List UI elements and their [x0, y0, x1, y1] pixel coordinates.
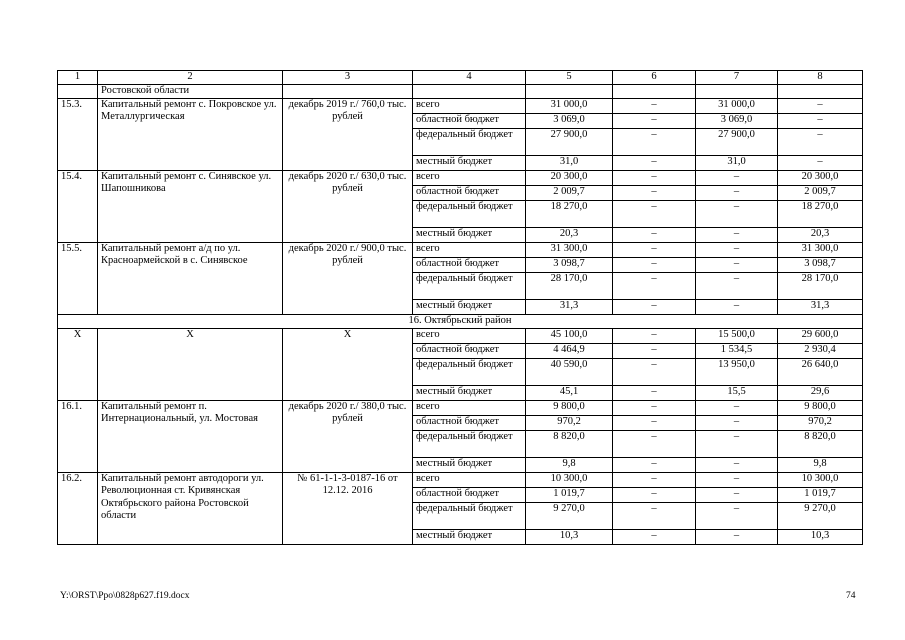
table-row: [58, 400, 863, 415]
column-number: 3: [283, 71, 413, 85]
amount-cell: –: [696, 200, 778, 227]
amount-cell: 45,1: [526, 385, 613, 400]
funding-source-label: федеральный бюджет: [413, 128, 526, 155]
amount-cell: 27 900,0: [696, 128, 778, 155]
item-number: 16.1.: [58, 400, 98, 472]
column-number: 1: [58, 71, 98, 85]
amount-cell: –: [696, 299, 778, 314]
amount-cell: 9 270,0: [778, 502, 863, 529]
amount-cell: 27 900,0: [526, 128, 613, 155]
funding-source-label: всего: [413, 400, 526, 415]
amount-cell: 20 300,0: [526, 170, 613, 185]
amount-cell: –: [613, 200, 696, 227]
table-row: [58, 170, 863, 185]
deadline-cost: декабрь 2019 г./ 760,0 тыс. рублей: [283, 98, 413, 170]
funding-source-label: федеральный бюджет: [413, 358, 526, 385]
item-number: 15.5.: [58, 242, 98, 314]
item-number: Х: [58, 328, 98, 400]
page-number: 74: [846, 591, 856, 601]
deadline-cost: Х: [283, 328, 413, 400]
amount-cell: –: [696, 415, 778, 430]
amount-cell: 3 069,0: [696, 113, 778, 128]
amount-cell: –: [613, 272, 696, 299]
amount-cell: 2 009,7: [778, 185, 863, 200]
amount-cell: –: [778, 98, 863, 113]
funding-source-label: всего: [413, 472, 526, 487]
amount-cell: 970,2: [526, 415, 613, 430]
column-number: 4: [413, 71, 526, 85]
amount-cell: 20 300,0: [778, 170, 863, 185]
amount-cell: –: [613, 457, 696, 472]
amount-cell: 31,3: [526, 299, 613, 314]
funding-source-label: местный бюджет: [413, 385, 526, 400]
amount-cell: –: [696, 272, 778, 299]
funding-source-label: местный бюджет: [413, 155, 526, 170]
amount-cell: 29,6: [778, 385, 863, 400]
amount-cell: –: [696, 472, 778, 487]
amount-cell: –: [696, 242, 778, 257]
deadline-cost: декабрь 2020 г./ 900,0 тыс. рублей: [283, 242, 413, 314]
object-name: Капитальный ремонт с. Синявское ул. Шапошникова: [98, 170, 283, 242]
amount-cell: –: [613, 328, 696, 343]
amount-cell: 10,3: [526, 529, 613, 544]
amount-cell: –: [613, 430, 696, 457]
amount-cell: 28 170,0: [778, 272, 863, 299]
funding-source-label: местный бюджет: [413, 299, 526, 314]
amount-cell: 9 800,0: [526, 400, 613, 415]
amount-cell: –: [613, 257, 696, 272]
amount-cell: 1 019,7: [778, 487, 863, 502]
amount-cell: 8 820,0: [778, 430, 863, 457]
amount-cell: –: [696, 185, 778, 200]
amount-cell: 9,8: [778, 457, 863, 472]
funding-source-label: местный бюджет: [413, 457, 526, 472]
funding-source-label: местный бюджет: [413, 529, 526, 544]
amount-cell: 4 464,9: [526, 343, 613, 358]
funding-source-label: федеральный бюджет: [413, 272, 526, 299]
funding-source-label: всего: [413, 170, 526, 185]
amount-cell: –: [613, 502, 696, 529]
funding-source-label: всего: [413, 328, 526, 343]
object-name: Капитальный ремонт а/д по ул. Красноармейской в с. Синявское: [98, 242, 283, 314]
amount-cell: 15 500,0: [696, 328, 778, 343]
funding-source-label: местный бюджет: [413, 227, 526, 242]
funding-source-label: областной бюджет: [413, 343, 526, 358]
funding-source-label: федеральный бюджет: [413, 502, 526, 529]
amount-cell: 2 009,7: [526, 185, 613, 200]
amount-cell: 31 000,0: [696, 98, 778, 113]
funding-source-label: федеральный бюджет: [413, 430, 526, 457]
column-number: 2: [98, 71, 283, 85]
amount-cell: –: [613, 343, 696, 358]
file-path: Y:\ORST\Ppo\0828p627.f19.docx: [60, 591, 190, 601]
funding-source-label: областной бюджет: [413, 487, 526, 502]
amount-cell: –: [613, 487, 696, 502]
amount-cell: 8 820,0: [526, 430, 613, 457]
funding-source-label: областной бюджет: [413, 257, 526, 272]
amount-cell: –: [696, 502, 778, 529]
amount-cell: –: [613, 170, 696, 185]
column-number: 6: [613, 71, 696, 85]
funding-source-label: областной бюджет: [413, 113, 526, 128]
amount-cell: 9,8: [526, 457, 613, 472]
amount-cell: 13 950,0: [696, 358, 778, 385]
amount-cell: –: [696, 457, 778, 472]
column-number: 7: [696, 71, 778, 85]
table-row: [58, 98, 863, 113]
object-name: Х: [98, 328, 283, 400]
amount-cell: –: [613, 400, 696, 415]
amount-cell: 28 170,0: [526, 272, 613, 299]
amount-cell: –: [613, 113, 696, 128]
amount-cell: –: [613, 472, 696, 487]
amount-cell: 1 534,5: [696, 343, 778, 358]
section-title: 16. Октябрьский район: [58, 314, 863, 328]
amount-cell: –: [778, 128, 863, 155]
table-row: [58, 328, 863, 343]
amount-cell: –: [613, 529, 696, 544]
amount-cell: –: [613, 227, 696, 242]
amount-cell: –: [696, 170, 778, 185]
amount-cell: 31 000,0: [526, 98, 613, 113]
continuation-row: [58, 85, 863, 99]
amount-cell: 970,2: [778, 415, 863, 430]
amount-cell: 31,3: [778, 299, 863, 314]
amount-cell: –: [613, 242, 696, 257]
amount-cell: 1 019,7: [526, 487, 613, 502]
amount-cell: 10 300,0: [778, 472, 863, 487]
amount-cell: 31 300,0: [778, 242, 863, 257]
deadline-cost: декабрь 2020 г./ 630,0 тыс. рублей: [283, 170, 413, 242]
amount-cell: 15,5: [696, 385, 778, 400]
amount-cell: 9 800,0: [778, 400, 863, 415]
amount-cell: 26 640,0: [778, 358, 863, 385]
amount-cell: 2 930,4: [778, 343, 863, 358]
funding-source-label: областной бюджет: [413, 415, 526, 430]
program-table: [57, 70, 863, 545]
amount-cell: –: [613, 185, 696, 200]
funding-source-label: всего: [413, 242, 526, 257]
deadline-cost: № 61-1-1-3-0187-16 от 12.12. 2016: [283, 472, 413, 544]
amount-cell: 31,0: [526, 155, 613, 170]
table-row: [58, 242, 863, 257]
amount-cell: 3 098,7: [526, 257, 613, 272]
amount-cell: 3 098,7: [778, 257, 863, 272]
amount-cell: 20,3: [778, 227, 863, 242]
deadline-cost: декабрь 2020 г./ 380,0 тыс. рублей: [283, 400, 413, 472]
amount-cell: –: [778, 113, 863, 128]
amount-cell: 10,3: [778, 529, 863, 544]
amount-cell: 10 300,0: [526, 472, 613, 487]
amount-cell: –: [696, 257, 778, 272]
amount-cell: 9 270,0: [526, 502, 613, 529]
amount-cell: –: [696, 430, 778, 457]
amount-cell: 18 270,0: [778, 200, 863, 227]
amount-cell: 31 300,0: [526, 242, 613, 257]
amount-cell: 20,3: [526, 227, 613, 242]
amount-cell: –: [696, 400, 778, 415]
column-number-row: [58, 71, 863, 85]
item-number: 16.2.: [58, 472, 98, 544]
section-row: [58, 314, 863, 328]
column-number: 5: [526, 71, 613, 85]
amount-cell: –: [613, 358, 696, 385]
amount-cell: –: [778, 155, 863, 170]
amount-cell: 3 069,0: [526, 113, 613, 128]
amount-cell: 45 100,0: [526, 328, 613, 343]
amount-cell: –: [613, 98, 696, 113]
amount-cell: –: [696, 487, 778, 502]
amount-cell: 29 600,0: [778, 328, 863, 343]
funding-source-label: всего: [413, 98, 526, 113]
amount-cell: 18 270,0: [526, 200, 613, 227]
table-row: [58, 472, 863, 487]
funding-source-label: федеральный бюджет: [413, 200, 526, 227]
amount-cell: 40 590,0: [526, 358, 613, 385]
item-number: 15.4.: [58, 170, 98, 242]
column-number: 8: [778, 71, 863, 85]
amount-cell: –: [696, 227, 778, 242]
funding-source-label: областной бюджет: [413, 185, 526, 200]
object-name: Капитальный ремонт автодороги ул. Революционная ст. Кривянская Октябрьского района Ростовской области: [98, 472, 283, 544]
amount-cell: –: [613, 128, 696, 155]
object-name: Капитальный ремонт с. Покровское ул. Металлургическая: [98, 98, 283, 170]
amount-cell: –: [696, 529, 778, 544]
amount-cell: –: [613, 385, 696, 400]
amount-cell: –: [613, 155, 696, 170]
amount-cell: 31,0: [696, 155, 778, 170]
amount-cell: –: [613, 415, 696, 430]
object-name: Капитальный ремонт п. Интернациональный, ул. Мостовая: [98, 400, 283, 472]
amount-cell: –: [613, 299, 696, 314]
region-tail-text: Ростовской области: [98, 85, 283, 99]
item-number: 15.3.: [58, 98, 98, 170]
